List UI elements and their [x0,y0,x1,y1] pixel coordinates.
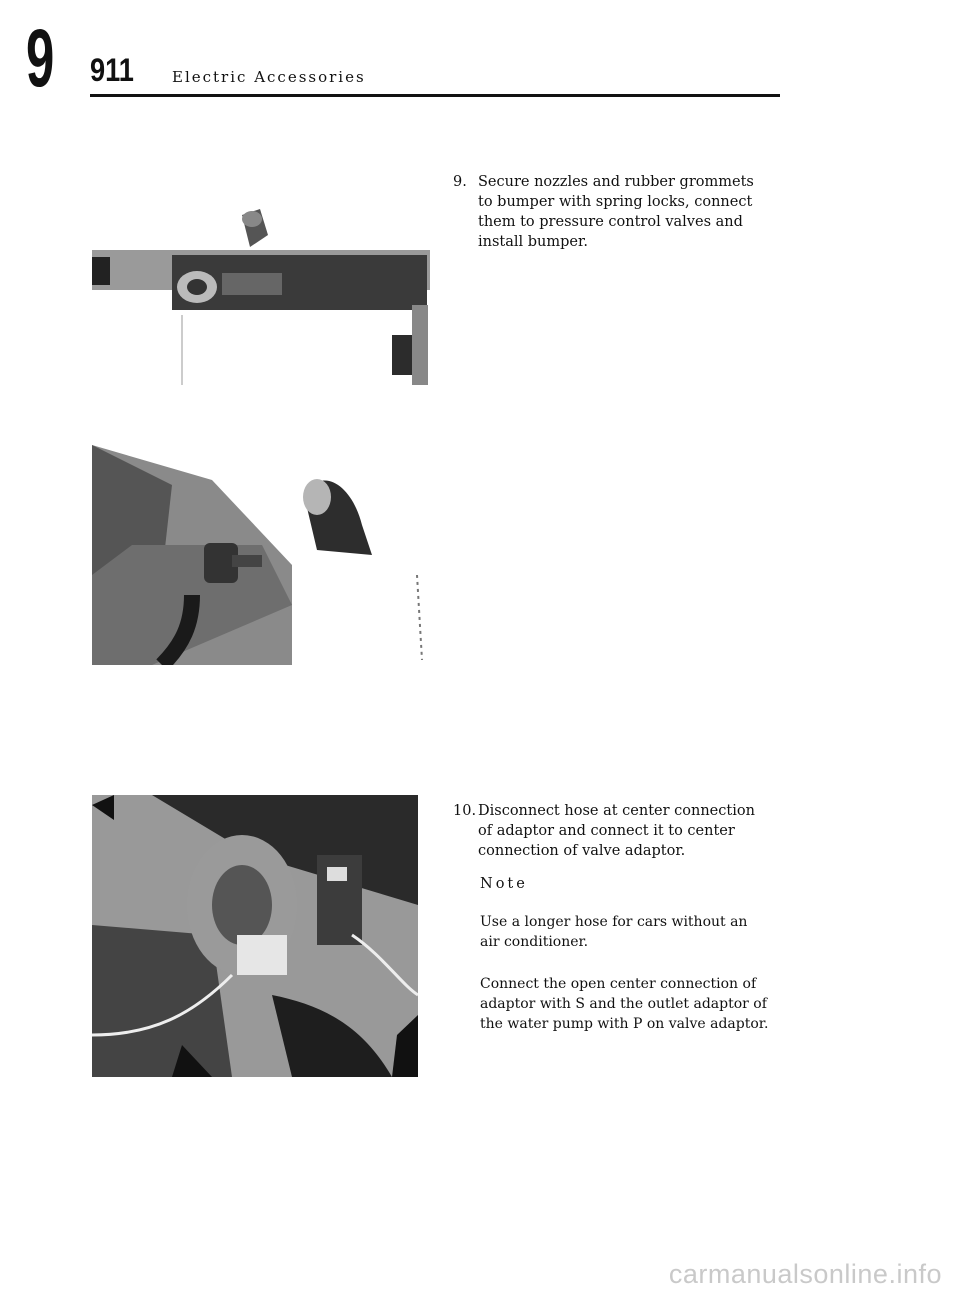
figure-nozzle-hose [92,425,430,665]
step-text: Secure nozzles and rubber grommets to bumper with spring locks, connect them to pressure control valves and install bumper. [478,174,754,250]
chapter-number: 9 [26,13,54,104]
nozzle-hose-photo [92,425,430,665]
model-title: 911 [90,52,134,88]
note-heading: Note [480,876,528,892]
watermark: carmanualsonline.info [668,1259,942,1289]
note-paragraph: Connect the open center connection of adaptor with S and the outlet adaptor of the water pump with P on valve adaptor. [480,976,769,1032]
step-10 [453,801,763,861]
figure-valve-adaptor [92,795,418,1077]
valve-adaptor-engine-photo [92,795,418,1077]
figure-nozzle-bumper [92,195,430,400]
section-title: Electric Accessories [172,68,366,86]
step-text: Disconnect hose at center connection of adaptor and connect it to center connection of valve adaptor. [478,803,755,859]
step-number: 9. [453,174,467,190]
step-9 [453,172,763,252]
step-number: 10. [453,803,477,819]
note-paragraph: Use a longer hose for cars without an air conditioner. [480,914,748,950]
nozzle-bumper-photo [92,195,430,400]
header-rule [90,94,780,97]
